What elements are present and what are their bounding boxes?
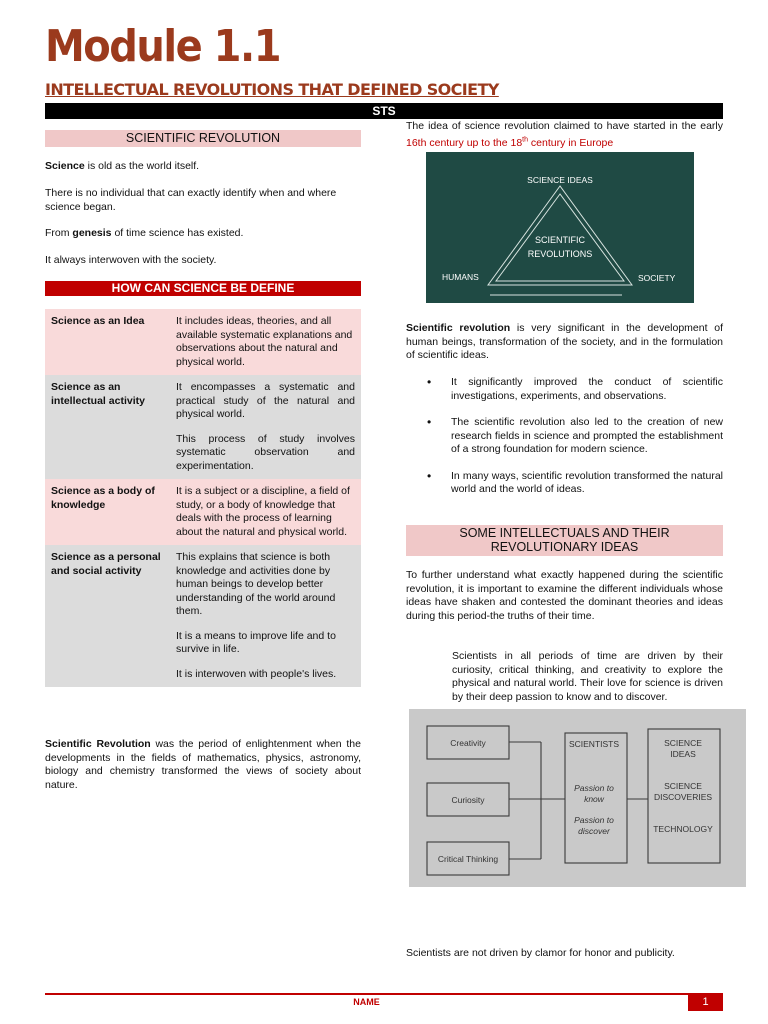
para-text: The idea of science revolution claimed to have started in the early [406, 120, 723, 132]
row-para: It is a subject or a discipline, a field of study, or a body of knowledge that deals with the process of learning about the natural and physical world. [176, 485, 350, 538]
label-scientists: SCIENTISTS [568, 739, 620, 749]
para-no-individual: There is no individual that can exactly identify when and where science began. [45, 187, 337, 213]
para-genesis [45, 227, 361, 241]
row-value [170, 479, 361, 545]
science-triangle-figure [426, 152, 694, 303]
para-text: From [45, 227, 73, 239]
century-range [406, 137, 613, 149]
heading-line: REVOLUTIONARY IDEAS [490, 540, 639, 554]
para-science-old [45, 160, 361, 174]
label-passion-discover-2: discover [578, 826, 610, 836]
para-text: of time science has existed. [111, 227, 244, 239]
label-science-ideas-2: IDEAS [670, 749, 696, 759]
century-text: century in Europe [528, 137, 614, 149]
row-value [170, 545, 361, 687]
table-row [45, 309, 361, 375]
para-interwoven: It always interwoven with the society. [45, 254, 217, 266]
footer-name: NAME [353, 997, 380, 1007]
quote-paragraph: Scientists in all periods of time are driven by their curiosity, critical thinking, and creativity to explore the physical and natural world. Their love for science is driven by their deep passion to know and to discover. [452, 650, 723, 703]
bullet-list [406, 376, 723, 497]
label-scientific: SCIENTIFIC [534, 235, 586, 245]
row-key: Science as a body of knowledge [45, 479, 170, 545]
scientific-revolution-heading: SCIENTIFIC REVOLUTION [45, 130, 361, 147]
century-text: 16th century up to the 18 [406, 137, 523, 149]
understand-paragraph: To further understand what exactly happened during the scientific revolution, it is important to examine the different individuals whose ideas have shaken and contested the dominant theories and ideas during this period-the truths of their time. [406, 569, 723, 622]
scientists-diagram [409, 709, 746, 887]
superscript: th [522, 136, 529, 144]
label-society: SOCIETY [638, 273, 676, 283]
intellectuals-heading [406, 525, 723, 556]
label-creativity: Creativity [450, 738, 486, 748]
term-bold: Scientific Revolution [45, 738, 151, 750]
course-bar: STS [45, 103, 723, 119]
definition-table [45, 309, 361, 687]
row-para: It includes ideas, theories, and all available systematic explanations and observations about the natural and physical world. [176, 315, 353, 368]
label-technology: TECHNOLOGY [653, 824, 713, 834]
label-critical-thinking: Critical Thinking [437, 854, 499, 864]
page-number: 1 [688, 993, 723, 1011]
scientific-revolution-definition [45, 738, 361, 792]
table-row [45, 375, 361, 479]
science-bold: Science [45, 160, 85, 172]
footer-rule [45, 993, 723, 995]
module-title: Module 1.1 [45, 22, 281, 72]
diagram-svg [409, 709, 746, 887]
list-item: • The scientific revolution also led to the creation of new research fields in science and prompted the establishment of a strong foundation for modern science. [406, 416, 723, 457]
row-key: Science as an intellectual activity [45, 375, 170, 479]
row-key: Science as a personal and social activity [45, 545, 170, 687]
heading-line: SOME INTELLECTUALS AND THEIR [459, 526, 670, 540]
label-passion-know-2: know [584, 794, 604, 804]
row-value [170, 375, 361, 479]
bullet-list-wrap [406, 376, 723, 510]
para-text: is very significant in the development of human beings, transformation of the society, and in the formulation of scientific ideas. [406, 322, 723, 361]
intro-paragraph [406, 120, 723, 151]
triangle-svg [426, 152, 694, 303]
label-passion-know-1: Passion to [574, 783, 614, 793]
define-heading: HOW CAN SCIENCE BE DEFINE [45, 281, 361, 296]
term-bold: Scientific revolution [406, 322, 511, 334]
list-item: • In many ways, scientific revolution transformed the natural world and the world of ideas. [406, 470, 723, 497]
table-row [45, 479, 361, 545]
label-science-ideas-1: SCIENCE [664, 738, 702, 748]
label-curiosity: Curiosity [451, 795, 485, 805]
row-key: Science as an Idea [45, 309, 170, 375]
row-para: It is a means to improve life and to survive in life. [176, 629, 336, 655]
label-passion-discover-1: Passion to [574, 815, 614, 825]
label-humans: HUMANS [442, 272, 479, 282]
definition-table-wrap [45, 309, 361, 687]
table-row [45, 545, 361, 687]
para-text: was the period of enlightenment when the developments in the fields of mathematics, physics, astronomy, biology and chemistry transformed the views of society about nature. [45, 738, 361, 791]
para-text: is old as the world itself. [84, 160, 200, 172]
row-value [170, 309, 361, 375]
label-science-ideas: SCIENCE IDEAS [527, 175, 593, 185]
row-para: This process of study involves systematic observation and experimentation. [176, 432, 355, 472]
label-revolutions: REVOLUTIONS [527, 249, 593, 259]
row-para: This explains that science is both knowledge and activities done by human beings to develop better understanding of the world around them. [176, 551, 336, 617]
label-science-discoveries-1: SCIENCE [664, 781, 702, 791]
row-para: It encompasses a systematic and practical study of the natural and physical world. [176, 381, 355, 420]
module-subtitle: INTELLECTUAL REVOLUTIONS THAT DEFINED SOCIETY [45, 80, 499, 99]
list-item: • It significantly improved the conduct of scientific investigations, experiments, and observations. [406, 376, 723, 403]
significance-paragraph [406, 322, 723, 363]
genesis-bold: genesis [72, 227, 112, 239]
row-para: It is interwoven with people's lives. [176, 667, 337, 680]
label-science-discoveries-2: DISCOVERIES [653, 792, 713, 802]
closing-statement: Scientists are not driven by clamor for honor and publicity. [406, 947, 675, 959]
